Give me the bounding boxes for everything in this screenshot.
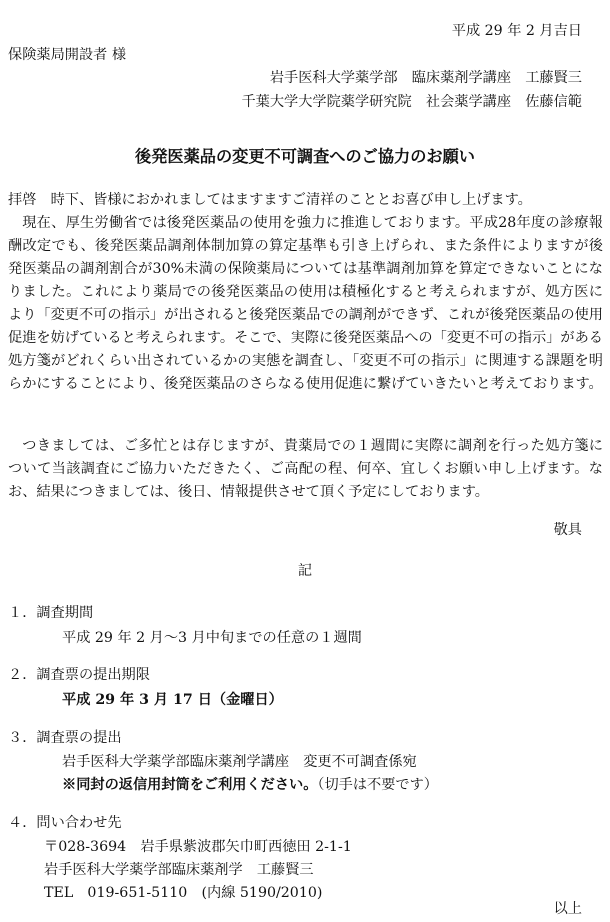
item-3-detail: 岩手医科大学薬学部臨床薬剤学講座 変更不可調査係宛 bbox=[62, 754, 417, 770]
item-2-detail: 平成 29 年 3 月 17 日（金曜日） bbox=[62, 692, 283, 708]
item-4-address: 〒028-3694 岩手県紫波郡矢巾町西徳田 2-1-1 bbox=[44, 839, 352, 855]
end-mark: 以上 bbox=[553, 901, 582, 917]
item-2-heading: ２．調査票の提出期限 bbox=[8, 667, 150, 683]
closing-keigu: 敬具 bbox=[553, 522, 582, 538]
item-3-note bbox=[62, 774, 438, 797]
item-3-note-plain: （切手は不要です） bbox=[317, 777, 438, 793]
item-4-phone: TEL 019-651-5110 (内線 5190/2010) bbox=[44, 885, 323, 901]
item-3-note-bold: ※同封の返信用封筒をご利用ください。 bbox=[62, 777, 318, 793]
body-paragraph-2: つきましては、ご多忙とは存じますが、貴薬局での１週間に実際に調剤を行った処方箋について当該調査にご協力いただきたく、ご高配の程、何卒、宜しくお願い申し上げます。なお、結果につきましては、後日、情報提供させて頂く予定にしております。 bbox=[8, 438, 603, 500]
item-3-heading: ３．調査票の提出 bbox=[8, 730, 122, 746]
item-1-detail: 平成 29 年 2 月～3 月中旬までの任意の１週間 bbox=[62, 630, 362, 646]
item-4-heading: ４．問い合わせ先 bbox=[8, 815, 122, 831]
addressee: 保険薬局開設者 様 bbox=[8, 47, 127, 63]
body-paragraph-1: 現在、厚生労働省では後発医薬品の使用を強力に推進しております。平成28年度の診療報酬改定でも、後発医薬品調剤体制加算の算定基準も引き上げられ、また条件によりますが後発医薬品の調剤割合が30%未満の保険薬局については基準調剤加算を算定できないことになりました。これにより薬局での後発医薬品の使用は積極化すると考えられますが、処方医により「変更不可の指示」が出されると後発医薬品での調剤ができず、これが後発医薬品の使用促進を妨げていると考えられます。そこで、実際に後発医薬品への「変更不可の指示」がある処方箋がどれくらい出されているかの実態を調査し、「変更不可の指示」に関連する課題を明らかにすることにより、後発医薬品のさらなる使用促進に繋げていきたいと考えております。 bbox=[8, 215, 603, 392]
letter-date: 平成 29 年 2 月吉日 bbox=[451, 23, 582, 39]
sender-2: 千葉大学大学院薬学研究院 社会薬学講座 佐藤信範 bbox=[241, 94, 582, 110]
item-1-heading: １．調査期間 bbox=[8, 605, 94, 621]
ki-mark: 記 bbox=[297, 563, 313, 579]
greeting-paragraph: 拝啓 時下、皆様におかれましてはますますご清祥のこととお喜び申し上げます。 bbox=[8, 192, 532, 208]
sender-1: 岩手医科大学薬学部 臨床薬剤学講座 工藤賢三 bbox=[269, 70, 582, 86]
item-4-contact: 岩手医科大学薬学部臨床薬剤学 工藤賢三 bbox=[44, 862, 314, 878]
letter-title: 後発医薬品の変更不可調査へのご協力のお願い bbox=[135, 147, 475, 166]
